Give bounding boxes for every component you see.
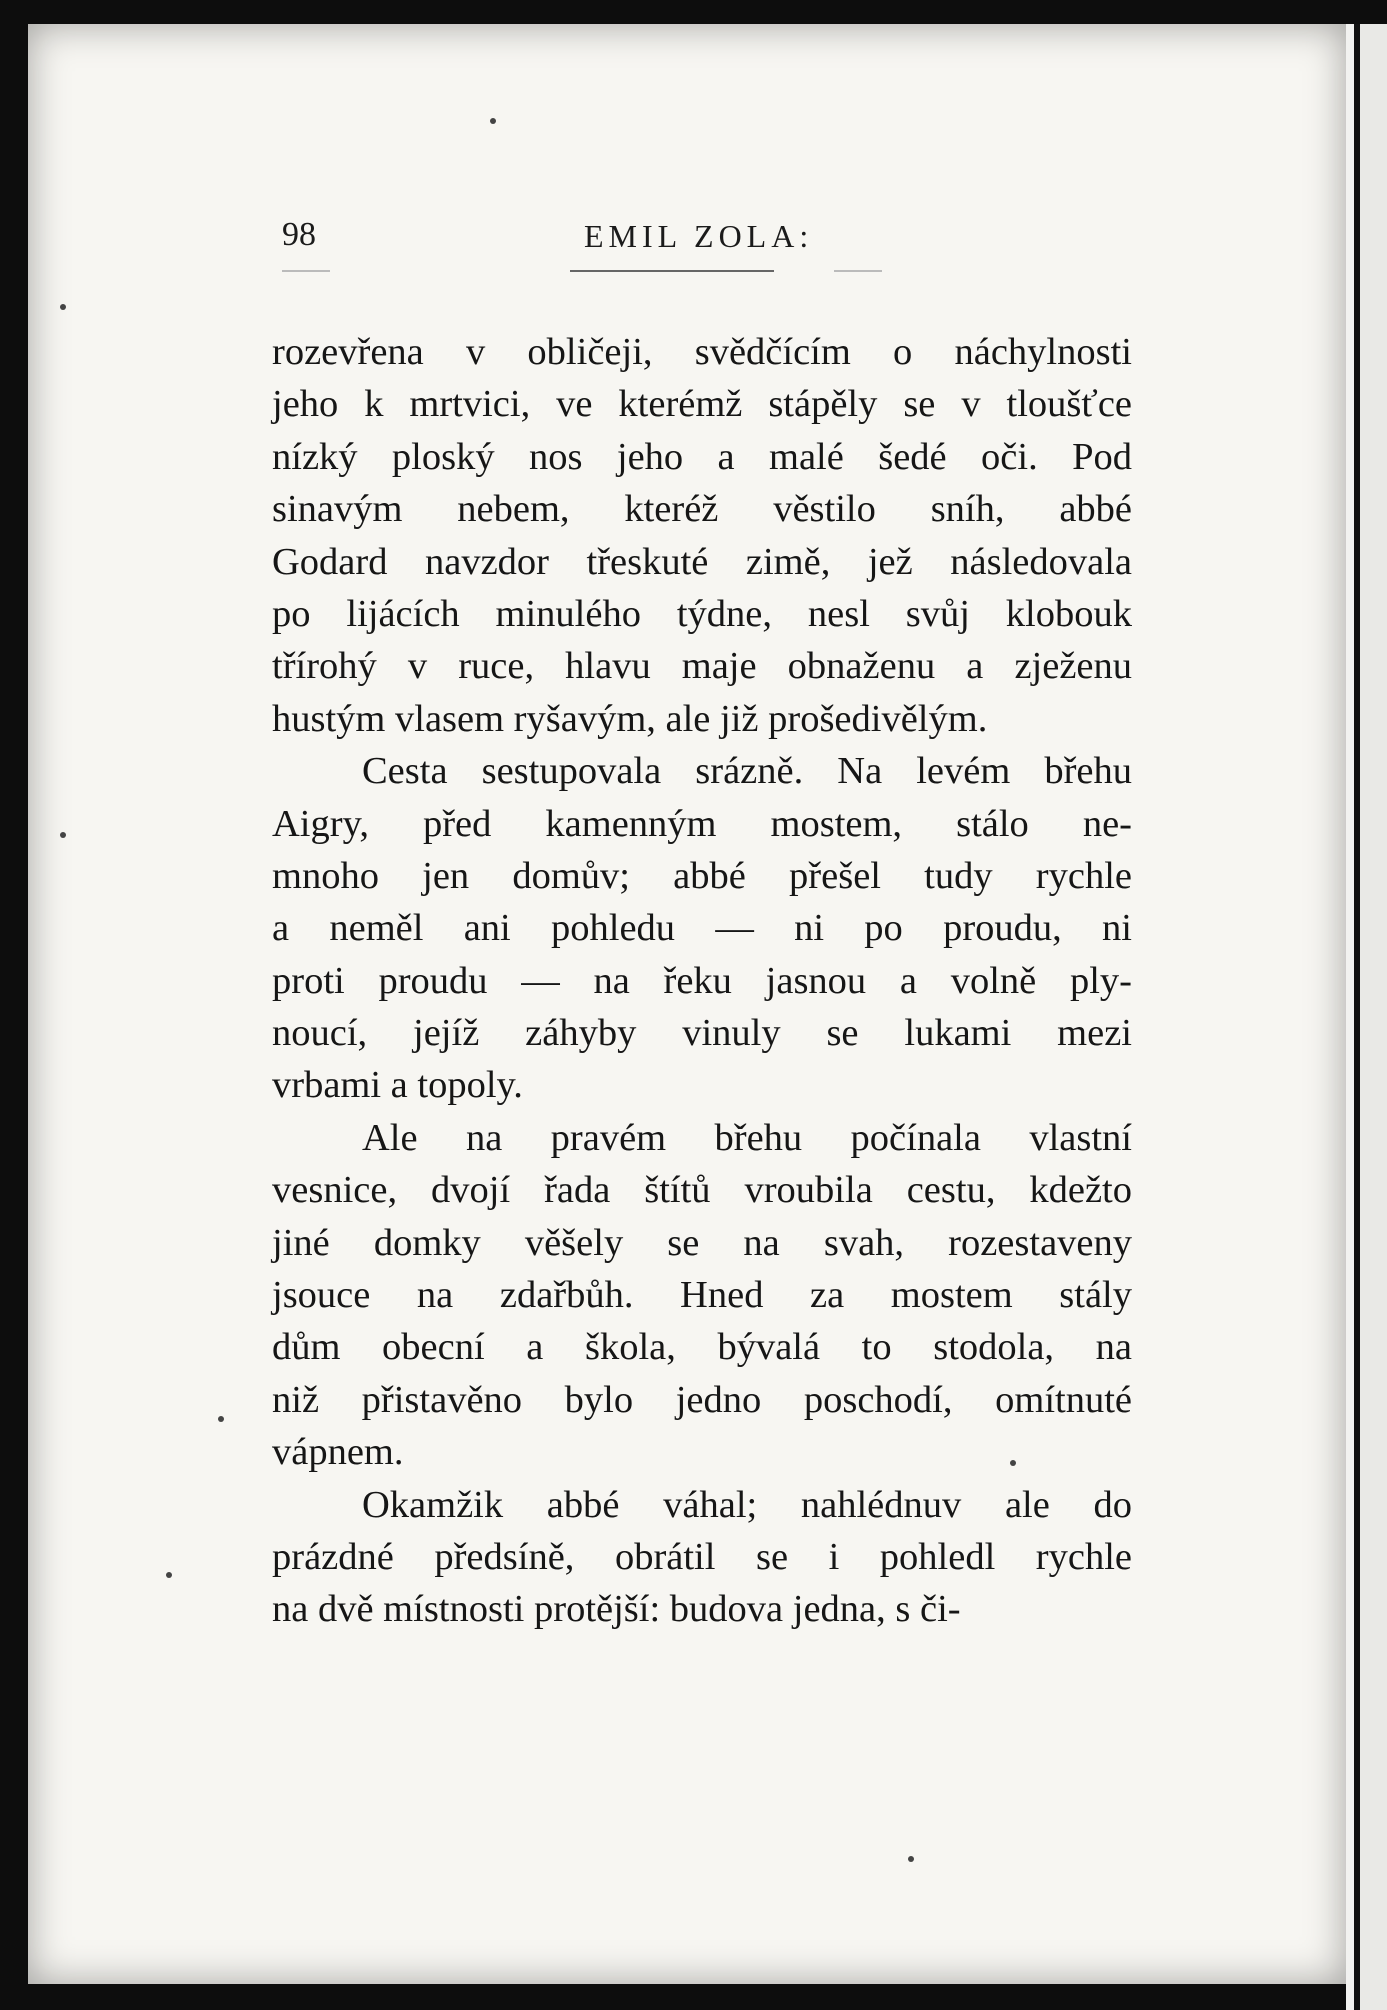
running-title: EMIL ZOLA: [584,218,814,254]
scan-speck [1010,1460,1016,1466]
text-line: po lijácích minulého týdne, nesl svůj klobouk [272,592,1132,635]
scan-speck [60,304,66,310]
text-line: Okamžik abbé váhal; nahlédnuv ale do [362,1483,1132,1526]
scan-speck [60,832,66,838]
header-rule [282,270,882,272]
text-line: vesnice, dvojí řada štítů vroubila cestu, kdežto [272,1169,1132,1212]
text-line: sinavým nebem, kteréž věstilo sníh, abbé [272,488,1132,531]
text-line: na dvě místnosti protější: budova jedna, s či- [272,1588,961,1631]
text-line: Godard navzdor třeskuté zimě, jež následovala [272,540,1132,583]
text-line: vrbami a topoly. [272,1064,523,1107]
text-line: jeho k mrtvici, ve kterémž stápěly se v tloušťce [272,383,1132,426]
text-line: jiné domky věšely se na svah, rozestaveny [272,1221,1132,1264]
page-number: 98 [282,216,316,253]
text-line: Cesta sestupovala srázně. Na levém břehu [362,750,1132,793]
text-line: mnoho jen domův; abbé přešel tudy rychle [272,854,1132,897]
text-line: prázdné předsíně, obrátil se i pohledl rychle [272,1535,1132,1578]
text-line: niž přistavěno bylo jedno poschodí, omítnuté [272,1378,1132,1421]
text-line: Ale na pravém břehu počínala vlastní [362,1116,1132,1159]
text-line: proti proudu — na řeku jasnou a volně ply- [272,959,1132,1002]
scan-speck [166,1572,172,1578]
scan-speck [490,118,496,124]
page-edge [1346,24,1387,2010]
text-line: rozevřena v obličeji, svědčícím o náchylnosti [272,331,1132,373]
body-text [272,326,1132,1636]
text-line: hustým vlasem ryšavým, ale již prošedivělým. [272,697,988,740]
text-line: nízký ploský nos jeho a malé šedé oči. Pod [272,435,1132,478]
text-line: třírohý v ruce, hlavu maje obnaženu a zježenu [272,645,1132,688]
text-line: vápnem. [272,1431,404,1474]
text-line: jsouce na zdařbůh. Hned za mostem stály [272,1274,1132,1317]
text-line: noucí, jejíž záhyby vinuly se lukami mezi [272,1012,1132,1055]
page-header [282,216,882,256]
text-line: dům obecní a škola, bývalá to stodola, na [272,1326,1132,1369]
scan-speck [908,1856,914,1862]
text-line: a neměl ani pohledu — ni po proudu, ni [272,907,1132,950]
text-line: Aigry, před kamenným mostem, stálo ne- [272,802,1132,845]
scan-speck [218,1416,224,1422]
